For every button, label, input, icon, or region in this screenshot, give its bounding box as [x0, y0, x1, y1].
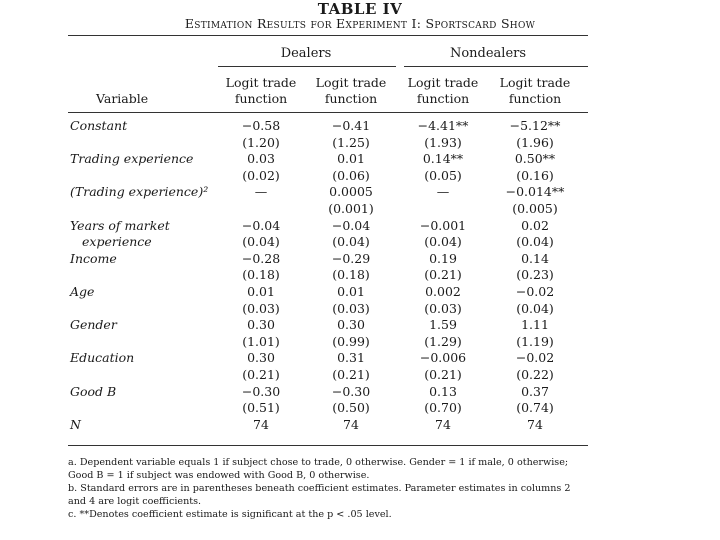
cell-col-4: (1.19): [516, 333, 554, 349]
row-label: (Trading experience)²: [70, 184, 209, 200]
cell-col-4: (0.005): [512, 200, 558, 216]
cell-col-3: —: [436, 184, 450, 200]
table-row: [68, 201, 588, 218]
cell-col-2: 0.31: [337, 350, 365, 366]
row-label: Gender: [70, 317, 117, 333]
cell-col-2: (0.18): [332, 267, 370, 283]
cell-col-1: 74: [253, 416, 269, 432]
cell-col-4: 0.37: [521, 383, 549, 399]
column-header-3-line1: Logit trade: [407, 75, 479, 90]
column-header-4: [490, 75, 580, 107]
row-label: Age: [70, 283, 95, 299]
cell-col-1: (1.20): [242, 134, 280, 150]
cell-col-2: (0.06): [332, 167, 370, 183]
table-row: [68, 218, 588, 235]
cell-col-2: 0.01: [337, 151, 365, 167]
cell-col-3: 74: [435, 416, 451, 432]
cell-col-3: 0.002: [425, 283, 461, 299]
cell-col-4: 74: [527, 416, 543, 432]
cell-col-2: 0.30: [337, 317, 365, 333]
cell-col-3: −0.001: [419, 217, 467, 233]
table-row: [68, 284, 588, 301]
cell-col-3: (0.21): [424, 366, 462, 382]
table-notes: [68, 456, 588, 521]
cell-col-4: −0.014**: [505, 184, 565, 200]
column-header-3: [398, 75, 488, 107]
cell-col-3: (0.05): [424, 167, 462, 183]
table-row: [68, 184, 588, 201]
bottom-rule: [68, 445, 588, 446]
cell-col-3: −0.006: [419, 350, 467, 366]
cell-col-1: (1.01): [242, 333, 280, 349]
header-rule: [68, 112, 588, 113]
row-label: Education: [70, 350, 135, 366]
cell-col-1: (0.04): [242, 234, 280, 250]
cell-col-2: (0.001): [328, 200, 374, 216]
cell-col-1: −0.04: [241, 217, 281, 233]
cell-col-3: (0.21): [424, 267, 462, 283]
table-row: [68, 400, 588, 417]
column-header-1-line2: function: [234, 91, 288, 106]
cell-col-4: (0.74): [516, 400, 554, 416]
column-header-4-line2: function: [508, 91, 562, 106]
cell-col-1: (0.51): [242, 400, 280, 416]
cell-col-3: 1.59: [429, 317, 457, 333]
table-row: [68, 417, 588, 434]
cell-col-4: (0.23): [516, 267, 554, 283]
table-row: [68, 135, 588, 152]
row-label: Constant: [70, 118, 128, 133]
cell-col-1: 0.03: [247, 151, 275, 167]
cell-col-4: (0.16): [516, 167, 554, 183]
note-a: a. Dependent variable equals 1 if subject chose to trade, 0 otherwise. Gender = 1 if male, 0 otherwise; Good B = 1 if subject was endowed with Good B, 0 otherwise.: [68, 457, 569, 481]
cell-col-3: (0.03): [424, 300, 462, 316]
cell-col-4: (0.04): [516, 234, 554, 250]
cell-col-4: 1.11: [521, 317, 549, 333]
cell-col-3: (0.04): [424, 234, 462, 250]
column-header-1-line1: Logit trade: [225, 75, 297, 90]
cell-col-2: −0.30: [331, 383, 371, 399]
variable-header: Variable: [96, 91, 149, 106]
cell-col-2: 0.01: [337, 283, 365, 299]
table-number: TABLE IV: [317, 0, 403, 18]
table-caption: Estimation Results for Experiment I: Sportscard Show: [184, 16, 536, 31]
cell-col-4: (0.04): [516, 300, 554, 316]
row-label: Income: [70, 250, 117, 266]
table-body: [68, 118, 588, 433]
group-header-nondealers: Nondealers: [449, 46, 527, 61]
table-row: [68, 151, 588, 168]
cell-col-1: −0.58: [241, 118, 281, 133]
cell-col-1: −0.30: [241, 383, 281, 399]
table-row: [68, 251, 588, 268]
table-row: [68, 334, 588, 351]
cell-col-3: 0.14**: [422, 151, 464, 167]
table-row: [68, 350, 588, 367]
cell-col-2: (1.25): [332, 134, 370, 150]
column-header-2-line1: Logit trade: [315, 75, 387, 90]
cell-col-2: 0.0005: [329, 184, 373, 200]
cell-col-3: (0.70): [424, 400, 462, 416]
cell-col-2: (0.04): [332, 234, 370, 250]
cell-col-4: −0.02: [515, 350, 555, 366]
cell-col-3: −4.41**: [417, 118, 469, 133]
cell-col-4: (1.96): [516, 134, 554, 150]
table-row: [68, 168, 588, 185]
table-row: [68, 301, 588, 318]
nondealers-underline: [404, 66, 588, 67]
cell-col-2: (0.99): [332, 333, 370, 349]
row-label: experience: [82, 234, 152, 250]
dealers-underline: [218, 66, 396, 67]
cell-col-3: 0.13: [429, 383, 457, 399]
cell-col-2: −0.04: [331, 217, 371, 233]
cell-col-1: 0.30: [247, 317, 275, 333]
table-row: [68, 267, 588, 284]
cell-col-2: −0.29: [331, 250, 371, 266]
cell-col-3: 0.19: [429, 250, 457, 266]
cell-col-1: (0.18): [242, 267, 280, 283]
column-header-4-line1: Logit trade: [499, 75, 571, 90]
row-label: N: [70, 416, 81, 432]
cell-col-4: −0.02: [515, 283, 555, 299]
cell-col-4: (0.22): [516, 366, 554, 382]
cell-col-3: (1.93): [424, 134, 462, 150]
table-row: [68, 118, 588, 135]
cell-col-1: —: [254, 184, 268, 200]
row-label: Trading experience: [70, 151, 194, 167]
cell-col-2: 74: [343, 416, 359, 432]
cell-col-1: (0.02): [242, 167, 280, 183]
column-header-1: [216, 75, 306, 107]
cell-col-1: (0.03): [242, 300, 280, 316]
note-b: b. Standard errors are in parentheses beneath coefficient estimates. Parameter estimates in columns 2 and 4 are logit coefficients.: [68, 483, 571, 507]
cell-col-4: −5.12**: [509, 118, 561, 133]
column-header-3-line2: function: [416, 91, 470, 106]
cell-col-1: 0.30: [247, 350, 275, 366]
cell-col-1: −0.28: [241, 250, 281, 266]
table-row: [68, 317, 588, 334]
cell-col-1: 0.01: [247, 283, 275, 299]
table-row: [68, 367, 588, 384]
note-c: c. **Denotes coefficient estimate is significant at the p < .05 level.: [68, 509, 392, 520]
cell-col-4: 0.14: [521, 250, 549, 266]
table-row: [68, 384, 588, 401]
column-header-2: [306, 75, 396, 107]
row-label: Good B: [70, 383, 117, 399]
cell-col-1: (0.21): [242, 366, 280, 382]
group-header-dealers: Dealers: [280, 46, 332, 61]
cell-col-4: 0.50**: [514, 151, 556, 167]
cell-col-4: 0.02: [521, 217, 549, 233]
cell-col-2: (0.03): [332, 300, 370, 316]
cell-col-3: (1.29): [424, 333, 462, 349]
column-header-2-line2: function: [324, 91, 378, 106]
cell-col-2: −0.41: [331, 118, 371, 133]
top-rule: [68, 35, 588, 36]
table-row: [68, 234, 588, 251]
cell-col-2: (0.50): [332, 400, 370, 416]
row-label: Years of market: [70, 217, 170, 233]
cell-col-2: (0.21): [332, 366, 370, 382]
